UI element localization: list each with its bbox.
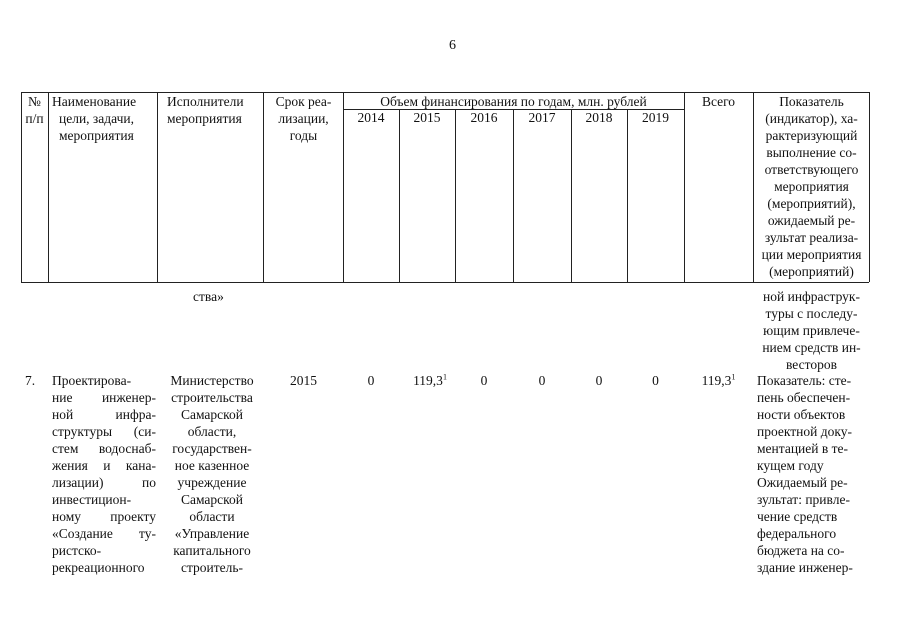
row7-value-2015: 119,3$^1$ — [413, 372, 447, 388]
row7-value-2016: 0 — [480, 373, 488, 388]
header-year-2014: 2014 — [357, 110, 385, 125]
header-year-2018: 2018 — [585, 110, 613, 125]
continuation-executors-tail: ства» — [193, 289, 224, 304]
row7-value-2017: 0 — [538, 373, 546, 388]
header-financing-title: Объем финансирования по годам, млн. рублей — [380, 94, 647, 109]
row7-total: 119,3$^1$ — [701, 372, 736, 388]
header-total: Всего — [701, 94, 736, 109]
row7-value-2014: 0 — [367, 373, 375, 388]
row7-value-2018: 0 — [595, 373, 603, 388]
header-term: Срок реа- лизации, годы — [275, 94, 332, 143]
header-executors: Исполнители мероприятия — [167, 94, 244, 126]
row7-name: Проектирова- ние инженер- ной инфра- структуры (си- стем водоснаб- жения и кана- лизации) по инвестицион- ному проекту «Создание ту- ристско- рекреационного — [52, 373, 156, 575]
row7-value-2019: 0 — [652, 373, 659, 388]
header-num: № п/п — [25, 94, 44, 126]
header-indicator: Показатель (индикатор), ха- рактеризующий выполнение со- ответствующего мероприятия (мероприятий), ожидаемый ре- зультат реализа- ции мероприятия (мероприятий) — [761, 94, 862, 279]
continuation-indicator-tail: ной инфраструк- туры с последу- ющим привлече- нием средств ин- весторов — [762, 289, 861, 372]
header-year-2016: 2016 — [470, 110, 498, 125]
row7-indicator: Показатель: сте- пень обеспечен- ности объектов проектной доку- ментацией в те- кущем году Ожидаемый ре- зультат: привле- чение средств федерального бюджета на со- здание инженер- — [757, 373, 853, 575]
header-year-2017: 2017 — [528, 110, 556, 125]
header-year-2019: 2019 — [642, 110, 669, 125]
header-year-2015: 2015 — [413, 110, 441, 125]
header-name: Наименование цели, задачи, мероприятия — [52, 94, 137, 143]
row7-term: 2015 — [290, 373, 317, 388]
row7-number: 7. — [25, 373, 36, 388]
row7-executors: Министерство строительства Самарской области, государствен- ное казенное учреждение Самарской области «Управление капитального строитель- — [170, 373, 254, 575]
page-number: 6 — [449, 38, 456, 53]
